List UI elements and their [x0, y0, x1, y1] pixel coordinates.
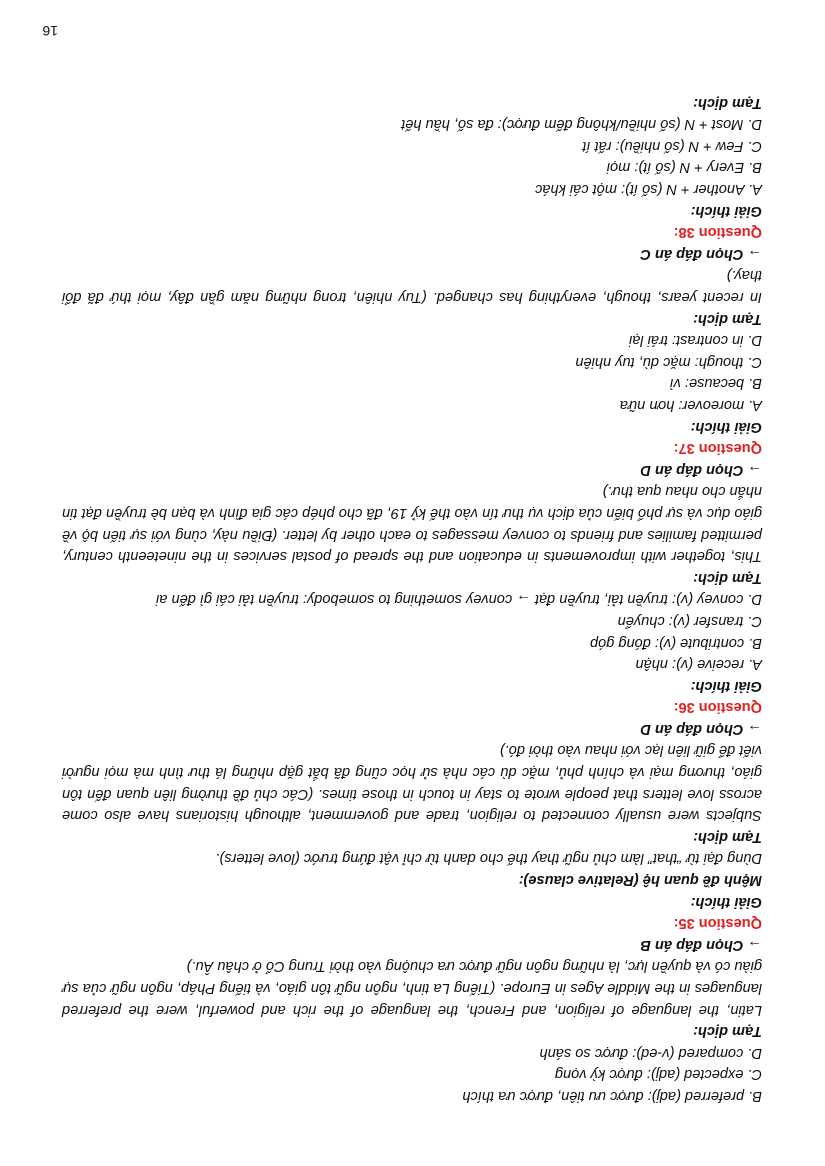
option-d-line: D. compared (v-ed): được so sánh: [539, 1044, 762, 1061]
answer-line: → Chọn đáp án C: [640, 245, 762, 262]
option-b-line: B. Every + N (số ít): mọi: [606, 159, 762, 176]
explanation-heading: Giải thích:: [690, 202, 762, 219]
option-c-line: C. Few + N (số nhiều): rất ít: [582, 137, 762, 154]
question-36-heading: Question 36:: [673, 699, 762, 716]
question-38-heading: Question 38:: [673, 224, 762, 241]
option-c-line: C. expected (adj): được kỳ vọng: [554, 1066, 762, 1083]
translation-heading: Tạm dịch:: [693, 94, 762, 111]
answer-line: → Chọn đáp án B: [640, 936, 762, 953]
option-d-line: D. Most + N (số nhiều/không đếm được): đa số, hầu hết: [401, 116, 762, 133]
question-37-heading: Question 37:: [673, 440, 762, 457]
translation-paragraph: This, together with improvements in education and the spread of postal services in the nineteenth century, permitted families and friends to convey messages to each other by letter. (Điều này, cùng với sự tiến bộ về giáo dục và sự phổ biến của dịch vụ thư tín vào thế kỷ 19, đã cho phép các gia đình và bạn bè truyền đạt tin nhắn cho nhau qua thư.): [62, 483, 762, 565]
grammar-heading: Mệnh đề quan hệ (Relative clause):: [518, 872, 762, 889]
explanation-heading: Giải thích:: [690, 677, 762, 694]
translation-paragraph: Subjects were usually connected to religion, trade and government, although historians have also come across love letters that people wrote to stay in touch in those times. (Các chủ đề thường liên quan đến tôn giáo, thương mại và chính phủ, mặc dù các nhà sử học cũng đã bắt gặp những lá thư tình mà mọi người viết để giữ liên lạc với nhau vào thời đó.): [62, 742, 762, 824]
option-b-line: B. contribute (v): đóng góp: [590, 634, 762, 651]
answer-line: → Chọn đáp án D: [640, 720, 762, 737]
option-c-line: C. though: mặc dù, tuy nhiên: [575, 353, 762, 370]
page-content: [62, 91, 762, 1106]
translation-paragraph: Latin, the language of religion, and French, the language of the rich and powerful, were the preferred languages in the Middle Ages in Europe. (Tiếng La tinh, ngôn ngữ tôn giáo, và tiếng Pháp, ngôn ngữ của sự giàu có và quyền lực, là những ngôn ngữ được ưa chuộng vào thời Trung Cổ ở châu Âu.): [62, 958, 762, 1018]
option-a-line: A. Another + N (số ít): một cái khác: [535, 181, 762, 198]
option-c-line: C. transfer (v): chuyển: [617, 612, 762, 629]
page-number: 16: [42, 23, 58, 39]
explanation-heading: Giải thích:: [690, 893, 762, 910]
option-d-line: D. in contrast: trái lại: [628, 332, 762, 349]
translation-heading: Tạm dịch:: [693, 569, 762, 586]
grammar-note: Dùng đại từ “that” làm chủ ngữ thay thế cho danh từ chỉ vật đứng trước (love letters).: [215, 850, 762, 867]
translation-paragraph: In recent years, though, everything has changed. (Tuy nhiên, trong những năm gần đây, mọi thứ đã đổi thay.): [62, 267, 762, 306]
option-a-line: A. moreover: hơn nữa: [619, 397, 762, 413]
option-b-line: B. because: vì: [669, 375, 762, 392]
explanation-heading: Giải thích:: [690, 418, 762, 435]
answer-line: → Chọn đáp án D: [640, 461, 762, 478]
translation-heading: Tạm dịch:: [693, 828, 762, 845]
option-d-line: D. convey (v): truyền tải, truyền đạt → convey something to somebody: truyền tải cái gì đến ai: [156, 591, 762, 608]
option-a-line: A. receive (v): nhận: [635, 656, 762, 673]
question-35-heading: Question 35:: [673, 915, 762, 932]
translation-heading: Tạm dịch:: [693, 1023, 762, 1040]
option-b-line: B. preferred (adj): được ưu tiên, được ưa thích: [462, 1088, 762, 1104]
translation-heading: Tạm dịch:: [693, 310, 762, 327]
